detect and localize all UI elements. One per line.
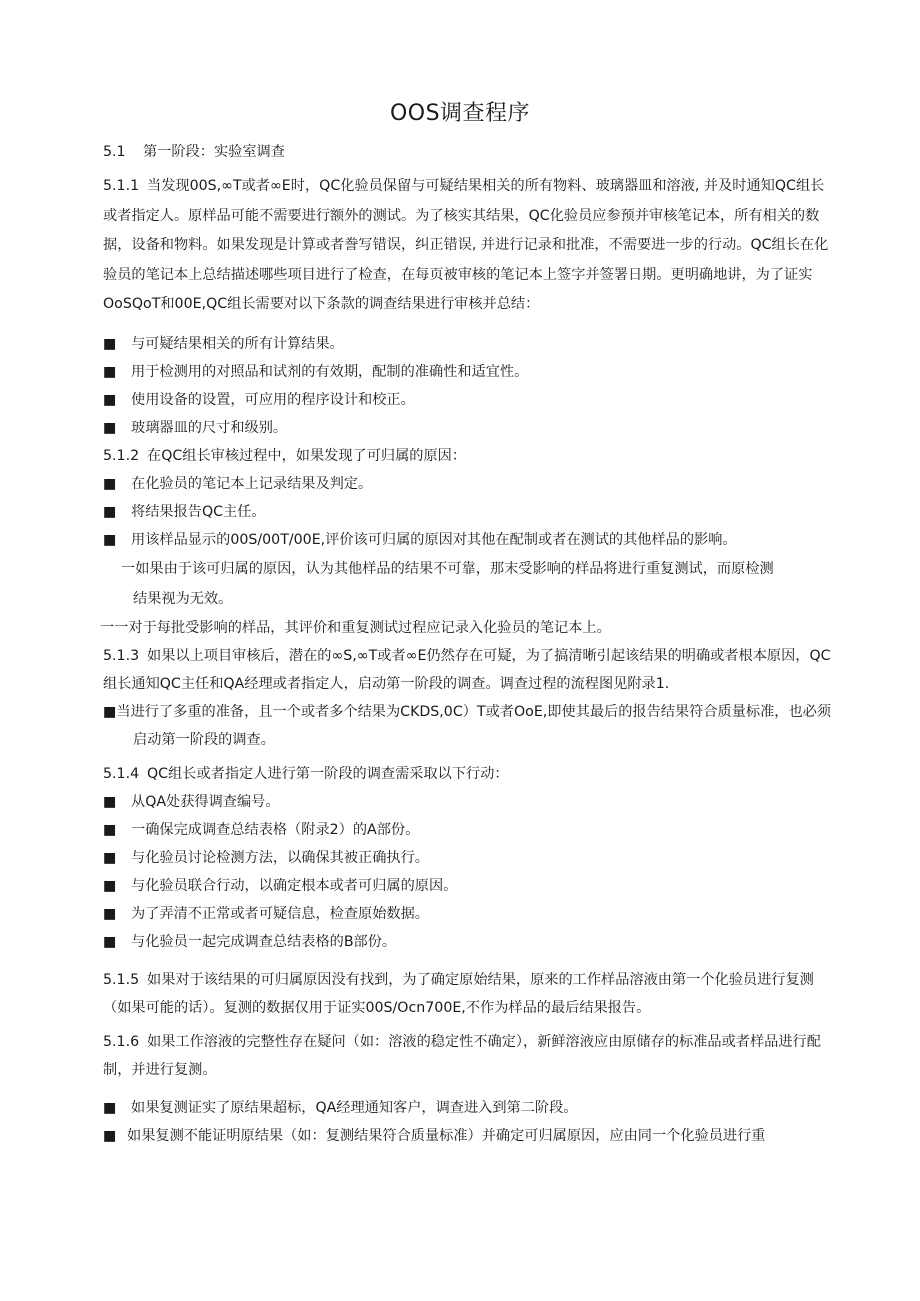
page-title: OOS调查程序: [389, 101, 531, 126]
square-bullet-icon: ■: [103, 703, 117, 720]
section-text: 当发现00S,∞T或者∞E时，QC化验员保留与可疑结果相关的所有物料、玻璃器皿和溶液, 并及时通知QC组长或者指定人。原样品可能不需要进行额外的测试。为了核实其结果，QC化验员应参预并审核笔记本，所有相关的数据，设备和物料。如果发现是计算或者誊写错误，纠正错误, 并进行记录和批准，不需要进一步的行动。QC组长在化验员的笔记本上总结描述哪些项目进行了检查，在每页被审核的笔记本上签字并签署日期。更明确地讲，为了证实OoSQoT和00E,QC组长需要对以下条款的调查结果进行审核并总结：: [103, 178, 829, 312]
square-bullet-icon: ■: [103, 335, 117, 352]
section-5-1-3: [103, 642, 835, 698]
section-text: 第一阶段：实验室调查: [143, 144, 285, 160]
list-item: ■ 用该样品显示的00S/00T/00E,评价该可归属的原因对其他在配制或者在测试的其他样品的影响。: [103, 526, 835, 554]
list-item: ■ 一确保完成调查总结表格（附录2）的A部份。: [103, 816, 835, 844]
list-item: ■ 从QA处获得调查编号。: [103, 788, 835, 816]
checklist-3: [103, 788, 835, 956]
section-5-1-1: [103, 172, 835, 320]
section-text: 如果以上项目审核后，潜在的∞S,∞T或者∞E仍然存在可疑，为了搞清晰引起该结果的明确或者根本原因，QC组长通知QC主任和QA经理或者指定人，启动第一阶段的调查。调查过程的流程图见附录1.: [103, 647, 831, 692]
section-text: 如果工作溶液的完整性存在疑问（如：溶液的稳定性不确定），新鲜溶液应由原储存的标准品或者样品进行配制，并进行复测。: [103, 1033, 821, 1078]
section-number: 5.1.5: [103, 971, 140, 988]
list-item: ■ 将结果报告QC主任。: [103, 498, 835, 526]
section-text: QC组长或者指定人进行第一阶段的调查需采取以下行动：: [147, 765, 509, 782]
square-bullet-icon: ■: [103, 821, 117, 838]
section-5-1-4: [103, 760, 835, 788]
square-bullet-icon: ■: [103, 849, 117, 866]
square-bullet-icon: ■: [103, 503, 117, 520]
square-bullet-icon: ■: [103, 877, 117, 894]
square-bullet-icon: ■: [103, 1099, 117, 1116]
square-bullet-icon: ■: [103, 419, 117, 436]
section-number: 5.1.6: [103, 1033, 140, 1050]
list-item: ■ 与化验员讨论检测方法，以确保其被正确执行。: [103, 844, 835, 872]
list-item: ■ 在化验员的笔记本上记录结果及判定。: [103, 470, 835, 498]
list-item: ■ 为了弄清不正常或者可疑信息，检查原始数据。: [103, 900, 835, 928]
square-bullet-icon: ■: [103, 531, 117, 548]
list-item: ■ 使用设备的设置，可应用的程序设计和校正。: [103, 386, 835, 414]
section-number: 5.1.3: [103, 647, 140, 664]
list-item: ■ 与化验员一起完成调查总结表格的B部份。: [103, 928, 835, 956]
list-item: ■ 与化验员联合行动，以确定根本或者可归属的原因。: [103, 872, 835, 900]
multi-prep-note: ■当进行了多重的准备，且一个或者多个结果为CKDS,0C）T或者OoE,即使其最后的报告结果符合质量标准，也必须启动第一阶段的调查。: [103, 703, 832, 748]
square-bullet-icon: ■: [103, 363, 117, 380]
section-number: 5.1.4: [103, 765, 140, 782]
dash-note-a: 一如果由于该可归属的原因，认为其他样品的结果不可靠，那末受影响的样品将进行重复测试，而原检测: [121, 560, 774, 577]
list-item: ■ 与可疑结果相关的所有计算结果。: [103, 330, 835, 358]
checklist-2: [103, 470, 835, 554]
document-body: [100, 138, 835, 1150]
section-5-1-2: [103, 442, 835, 470]
checklist-1: [103, 330, 835, 442]
dash-note-b: 一一对于每批受影响的样品，其评价和重复测试过程应记录入化验员的笔记本上。: [100, 619, 611, 636]
square-bullet-icon: ■: [103, 475, 117, 492]
section-5-1-5: [103, 966, 835, 1022]
section-number: 5.1.1: [103, 178, 140, 194]
list-item: ■ 如果复测证实了原结果超标，QA经理通知客户，调查进入到第二阶段。: [103, 1094, 835, 1122]
square-bullet-icon: ■: [103, 905, 117, 922]
checklist-4: [103, 1094, 835, 1150]
dash-note-a-continued: 结果视为无效。: [133, 590, 233, 607]
list-item: ■ 玻璃器皿的尺寸和级别。: [103, 414, 835, 442]
section-number: 5.1: [103, 144, 126, 160]
square-bullet-icon: ■: [103, 391, 117, 408]
square-bullet-icon: ■: [103, 1127, 117, 1144]
section-text: 如果对于该结果的可归属原因没有找到，为了确定原始结果，原来的工作样品溶液由第一个化验员进行复测（如果可能的话）。复测的数据仅用于证实00S∕Ocn700E,不作为样品的最后结果报告。: [103, 971, 814, 1016]
square-bullet-icon: ■: [103, 933, 117, 950]
section-text: 在QC组长审核过程中，如果发现了可归属的原因：: [147, 447, 467, 464]
list-item: ■ 用于检测用的对照品和试剂的有效期，配制的准确性和适宜性。: [103, 358, 835, 386]
list-item: ■ 如果复测不能证明原结果（如：复测结果符合质量标准）并确定可归属原因，应由同一个化验员进行重: [103, 1122, 835, 1150]
square-bullet-icon: ■: [103, 793, 117, 810]
section-5-1: [103, 138, 835, 166]
section-5-1-6: [103, 1028, 835, 1084]
section-number: 5.1.2: [103, 447, 140, 464]
